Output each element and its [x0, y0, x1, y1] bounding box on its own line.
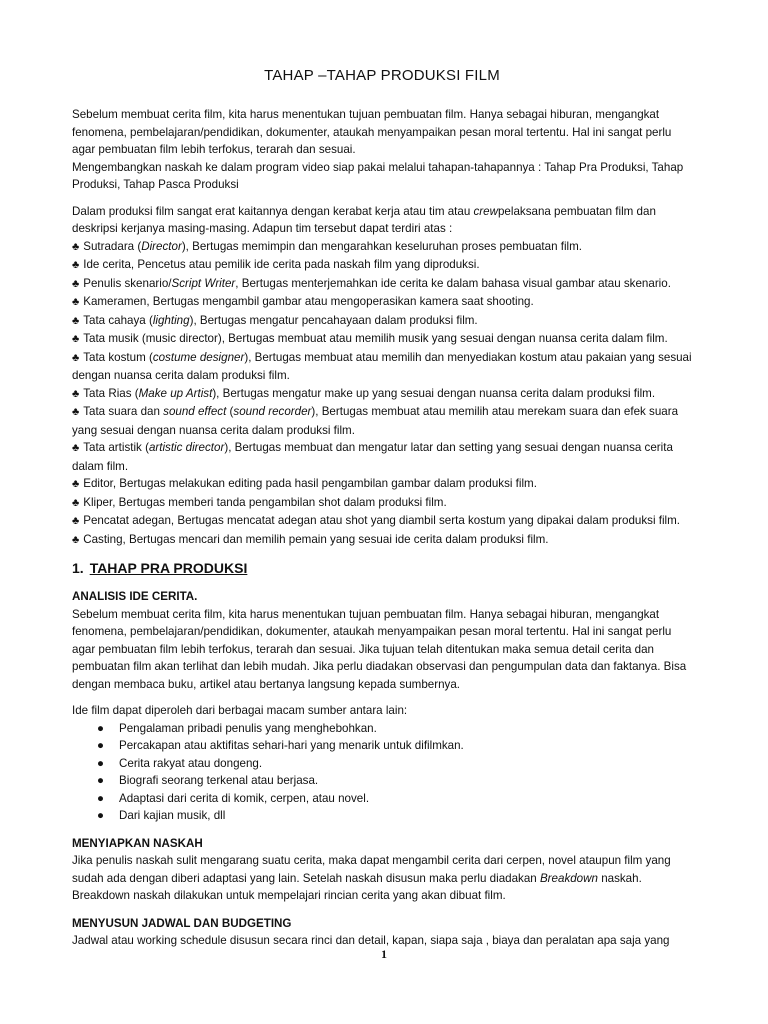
club-bullet-icon: ♣	[72, 478, 80, 490]
club-bullet-icon: ♣	[72, 314, 80, 327]
crew-item-suara: ♣ Tata suara dan sound effect (sound recorder), Bertugas membuat atau memilih atau merekam suara dan efek suara yang sesuai dengan nuansa cerita dalam produksi film.	[72, 405, 679, 437]
crew-item-editor: ♣ Editor, Bertugas melakukan editing pada hasil pengambilan gambar dalam produksi film.	[72, 477, 537, 490]
club-bullet-icon: ♣	[72, 387, 80, 400]
crew-list	[72, 238, 692, 550]
sources-intro: Ide film dapat diperoleh dari berbagai macam sumber antara lain:	[72, 704, 408, 717]
crew-item-pencatat: ♣ Pencatat adegan, Bertugas mencatat adegan atau shot yang diambil serta kostum yang dipakai dalam produksi film.	[72, 514, 681, 527]
crew-item-cahaya: ♣ Tata cahaya (lighting), Bertugas mengatur pencahayaan dalam produksi film.	[72, 313, 478, 327]
list-item: ● Cerita rakyat atau dongeng.	[97, 755, 692, 773]
bullet-dot-icon: ●	[97, 721, 105, 735]
intro-paragraph-2: Mengembangkan naskah ke dalam program video siap pakai melalui tahapan-tahapannya : Tahap Pra Produksi, Tahap Produksi, Tahap Pasca Produksi	[72, 160, 684, 191]
list-item: ● Dari kajian musik, dll	[97, 807, 692, 825]
intro-paragraph-3: Dalam produksi film sangat erat kaitannya dengan kerabat kerja atau tim atau crewpelaksana pembuatan film dan deskripsi kerjanya masing-masing. Adapun tim tersebut dapat terdiri atas :	[72, 204, 656, 235]
bullet-dot-icon: ●	[97, 756, 105, 770]
club-bullet-icon: ♣	[72, 333, 80, 345]
subheading-jadwal: MENYUSUN JADWAL DAN BUDGETING	[72, 916, 292, 930]
bullet-dot-icon: ●	[97, 774, 105, 787]
document-title: TAHAP –TAHAP PRODUKSI FILM	[264, 67, 500, 84]
list-item: ● Adaptasi dari cerita di komik, cerpen, atau novel.	[97, 790, 692, 808]
club-bullet-icon: ♣	[72, 277, 80, 290]
subheading-naskah: MENYIAPKAN NASKAH	[72, 836, 203, 850]
intro-paragraph-1: Sebelum membuat cerita film, kita harus menentukan tujuan pembuatan film. Hanya sebagai hiburan, mengangkat fenomena, pembelajaran/pendidikan, dokumenter, ataukah menyampaikan pesan moral tertentu. Hal ini sangat perlu agar pembuatan film lebih terfokus, terarah dan sesuai.	[72, 108, 672, 156]
club-bullet-icon: ♣	[72, 496, 80, 509]
club-bullet-icon: ♣	[72, 351, 80, 364]
crew-item-casting: ♣ Casting, Bertugas mencari dan memilih pemain yang sesuai ide cerita dalam produksi film.	[72, 532, 549, 546]
page-number: 1	[381, 947, 387, 961]
club-bullet-icon: ♣	[72, 533, 80, 546]
document-page	[72, 66, 692, 950]
crew-item-musik: ♣ Tata musik (music director), Bertugas membuat atau memilih musik yang sesuai dengan nuansa cerita dalam film.	[72, 332, 668, 345]
club-bullet-icon: ♣	[72, 296, 80, 308]
section-heading-pra-produksi: 1. TAHAP PRA PRODUKSI	[72, 560, 248, 576]
crew-item-penulis: ♣ Penulis skenario/Script Writer, Bertugas menterjemahkan ide cerita ke dalam bahasa visual gambar atau skenario.	[72, 276, 671, 290]
crew-item-artistik: ♣ Tata artistik (artistic director), Bertugas membuat dan mengatur latar dan setting yang sesuai dengan nuansa cerita dalam film.	[72, 441, 673, 473]
club-bullet-icon: ♣	[72, 442, 80, 454]
bullet-dot-icon: ●	[97, 739, 105, 752]
club-bullet-icon: ♣	[72, 259, 80, 271]
crew-item-rias: ♣ Tata Rias (Make up Artist), Bertugas mengatur make up yang sesuai dengan nuansa cerita dalam produksi film.	[72, 386, 656, 400]
crew-item-sutradara: ♣ Sutradara (Director), Bertugas memimpin dan mengarahkan keseluruhan proses pembuatan film.	[72, 239, 583, 253]
naskah-paragraph: Jika penulis naskah sulit mengarang suatu cerita, maka dapat mengambil cerita dari cerpen, novel ataupun film yang sudah ada dengan diberi adaptasi yang lain. Setelah naskah disusun maka perlu diadakan Breakdown naskah. Breakdown naskah dilakukan untuk mempelajari rincian cerita yang akan dibuat film.	[72, 854, 671, 902]
crew-item-kliper: ♣ Kliper, Bertugas memberi tanda pengambilan shot dalam produksi film.	[72, 495, 447, 509]
club-bullet-icon: ♣	[72, 515, 80, 527]
club-bullet-icon: ♣	[72, 240, 80, 253]
list-item: ● Biografi seorang terkenal atau berjasa.	[97, 772, 692, 790]
club-bullet-icon: ♣	[72, 406, 80, 418]
jadwal-paragraph: Jadwal atau working schedule disusun secara rinci dan detail, kapan, siapa saja , biaya dan peralatan apa saja yang	[72, 934, 670, 947]
bullet-dot-icon: ●	[97, 791, 105, 805]
crew-item-kostum: ♣ Tata kostum (costume designer), Bertugas membuat atau memilih dan menyediakan kostum atau pakaian yang sesuai dengan nuansa cerita dalam produksi film.	[72, 350, 692, 382]
crew-item-ide: ♣ Ide cerita, Pencetus atau pemilik ide cerita pada naskah film yang diproduksi.	[72, 258, 480, 271]
crew-item-kameramen: ♣ Kameramen, Bertugas mengambil gambar atau mengoperasikan kamera saat shooting.	[72, 295, 534, 308]
list-item: ● Pengalaman pribadi penulis yang menghebohkan.	[97, 720, 692, 738]
bullet-dot-icon: ●	[97, 809, 105, 822]
subheading-analisis: ANALISIS IDE CERITA.	[72, 590, 198, 603]
list-item: ● Percakapan atau aktifitas sehari-hari yang menarik untuk difilmkan.	[97, 737, 692, 755]
sources-list	[72, 720, 692, 825]
analisis-paragraph: Sebelum membuat cerita film, kita harus menentukan tujuan pembuatan film. Hanya sebagai hiburan, mengangkat fenomena, pembelajaran/pendidikan, dokumenter, ataukah menyampaikan pesan moral tertentu. Hal ini sangat perlu agar pembuatan film lebih terfokus, terarah dan sesuai. Jika tujuan telah ditentukan maka semua detail cerita dan pembuatan film akan terlihat dan lebih mudah. Jika perlu diadakan observasi dan pengumpulan data dan faktanya. Bisa dengan membaca buku, artikel atau bertanya langsung kepada sumbernya.	[72, 607, 687, 691]
